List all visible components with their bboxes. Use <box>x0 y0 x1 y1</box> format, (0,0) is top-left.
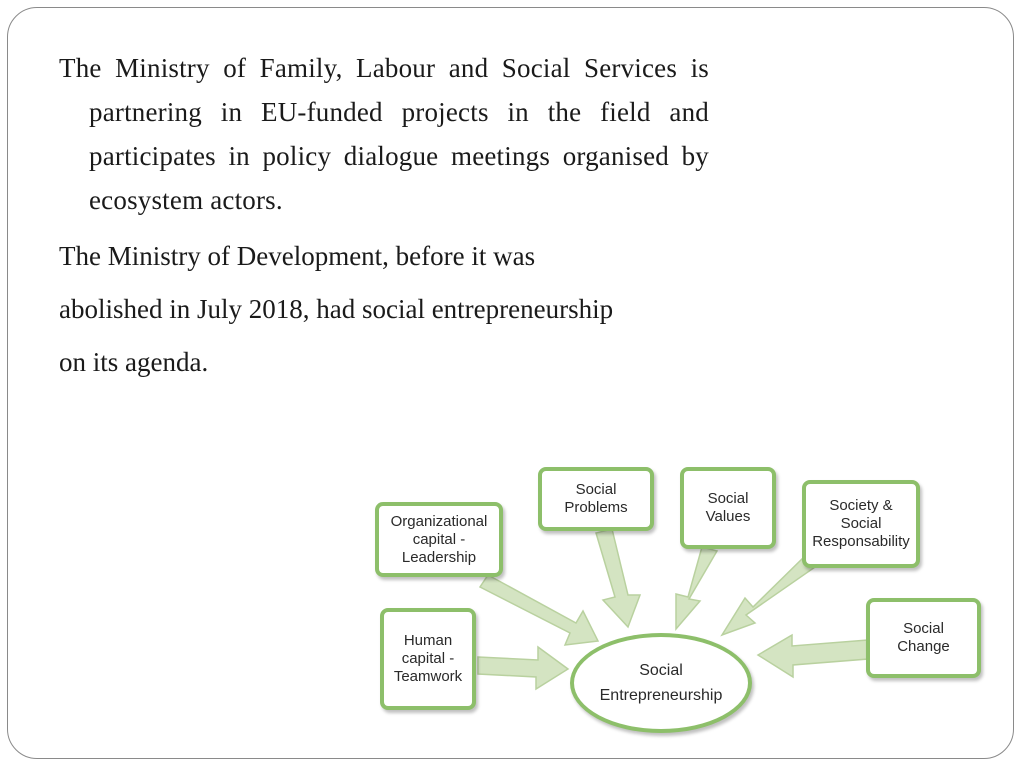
node-social-entrepreneurship: Social Entrepreneurship <box>570 633 752 733</box>
node-social-change: Social Change <box>866 598 981 678</box>
social-entrepreneurship-diagram <box>360 455 1000 755</box>
node-organizational-capital: Organizational capital - Leadership <box>375 502 503 577</box>
paragraph-ministry-development: The Ministry of Development, before it was abolished in July 2018, had social entrepreneurship on its agenda. <box>59 241 614 377</box>
node-society-responsability: Society & Social Responsability <box>802 480 920 568</box>
arrow-human-capital <box>478 647 568 689</box>
arrow-social-values <box>676 547 717 629</box>
node-social-problems: Social Problems <box>538 467 654 531</box>
node-social-values: Social Values <box>680 467 776 549</box>
arrow-social-change <box>758 635 868 677</box>
node-human-capital: Human capital - Teamwork <box>380 608 476 710</box>
slide-text <box>59 46 709 389</box>
arrow-organizational-capital <box>480 575 598 645</box>
arrow-social-problems <box>596 529 640 627</box>
paragraph-ministry-family: The Ministry of Family, Labour and Social Services is partnering in EU-funded projects in the field and participates in policy dialogue meetings organised by ecosystem actors. <box>59 53 709 215</box>
arrow-society-responsability <box>722 555 818 635</box>
